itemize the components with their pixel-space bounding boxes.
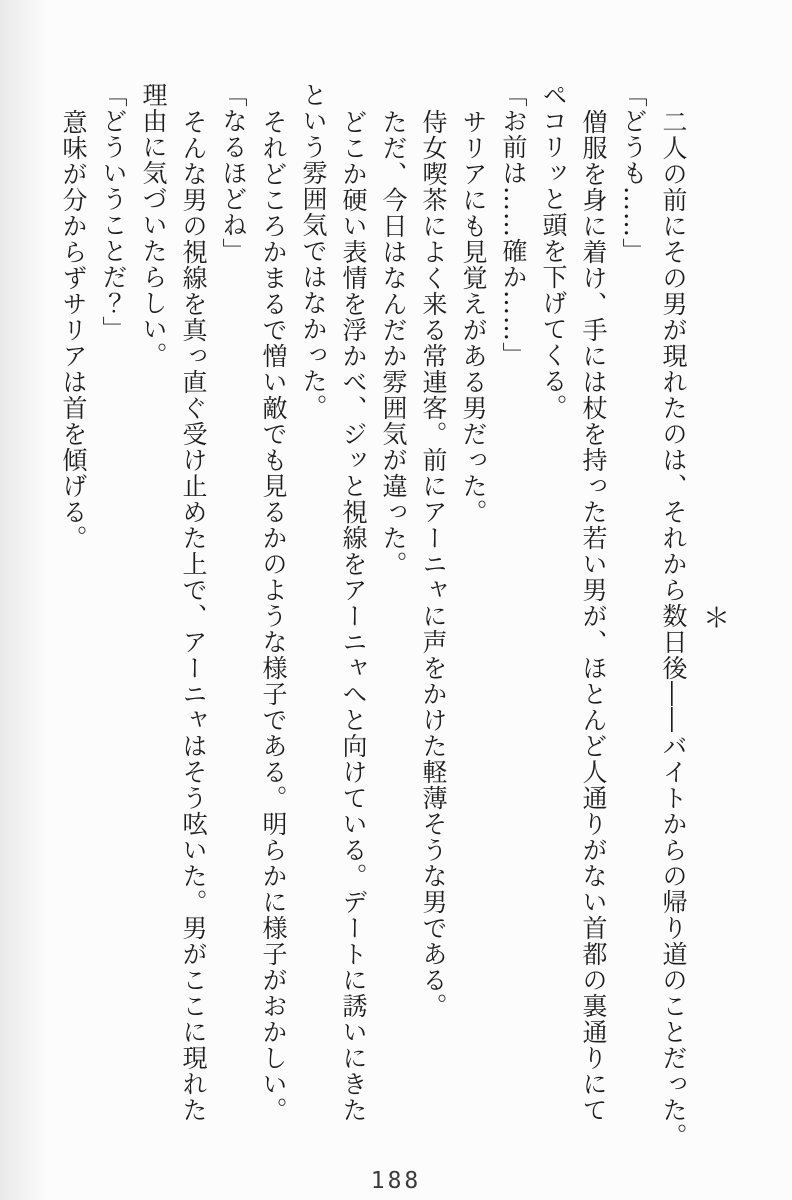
text-line: 侍女喫茶によく来る常連客。前にアーニャに声をかけた軽薄そうな男である。 [419, 109, 448, 1019]
text-line: ただ、今日はなんだか雰囲気が違った。 [379, 109, 408, 577]
text-line: 理由に気づいたらしい。 [139, 82, 168, 368]
text-line: という雰囲気ではなかった。 [299, 82, 328, 420]
text-line: そんな男の視線を真っ直ぐ受け止めた上で、アーニャはそう呟いた。男がここに現れた [179, 109, 208, 1123]
page-footer [0, 1168, 792, 1194]
text-line: 「お前は……確か……」 [499, 82, 528, 368]
text-line: 僧服を身に着け、手には杖を持った若い男が、ほとんど人通りがない首都の裏通りにて [579, 109, 608, 1123]
text-line: サリアにも見覚えがある男だった。 [459, 109, 488, 525]
text-line: 「どうも……」 [619, 82, 648, 264]
text-line: それどころかまるで憎い敵でも見るかのような様子である。明らかに様子がおかしい。 [259, 109, 288, 1123]
page-edge-shadow [0, 0, 48, 1200]
text-line: 「なるほどね」 [219, 82, 248, 264]
text-line: どこか硬い表情を浮かべ、ジッと視線をアーニャへと向けている。デートに誘いにきた [339, 109, 368, 1123]
text-line: ペコリッと頭を下げてくる。 [539, 82, 568, 420]
text-line: 「どういうことだ？」 [99, 82, 128, 342]
text-line: 意味が分からずサリアは首を傾げる。 [59, 109, 88, 551]
scene-break-asterisk: ＊ [698, 603, 729, 631]
novel-text-area [53, 82, 733, 1152]
page-number: 188 [370, 1168, 422, 1194]
text-line: 二人の前にその男が現れたのは、それから数日後――バイトからの帰り道のことだった。 [659, 109, 688, 1149]
